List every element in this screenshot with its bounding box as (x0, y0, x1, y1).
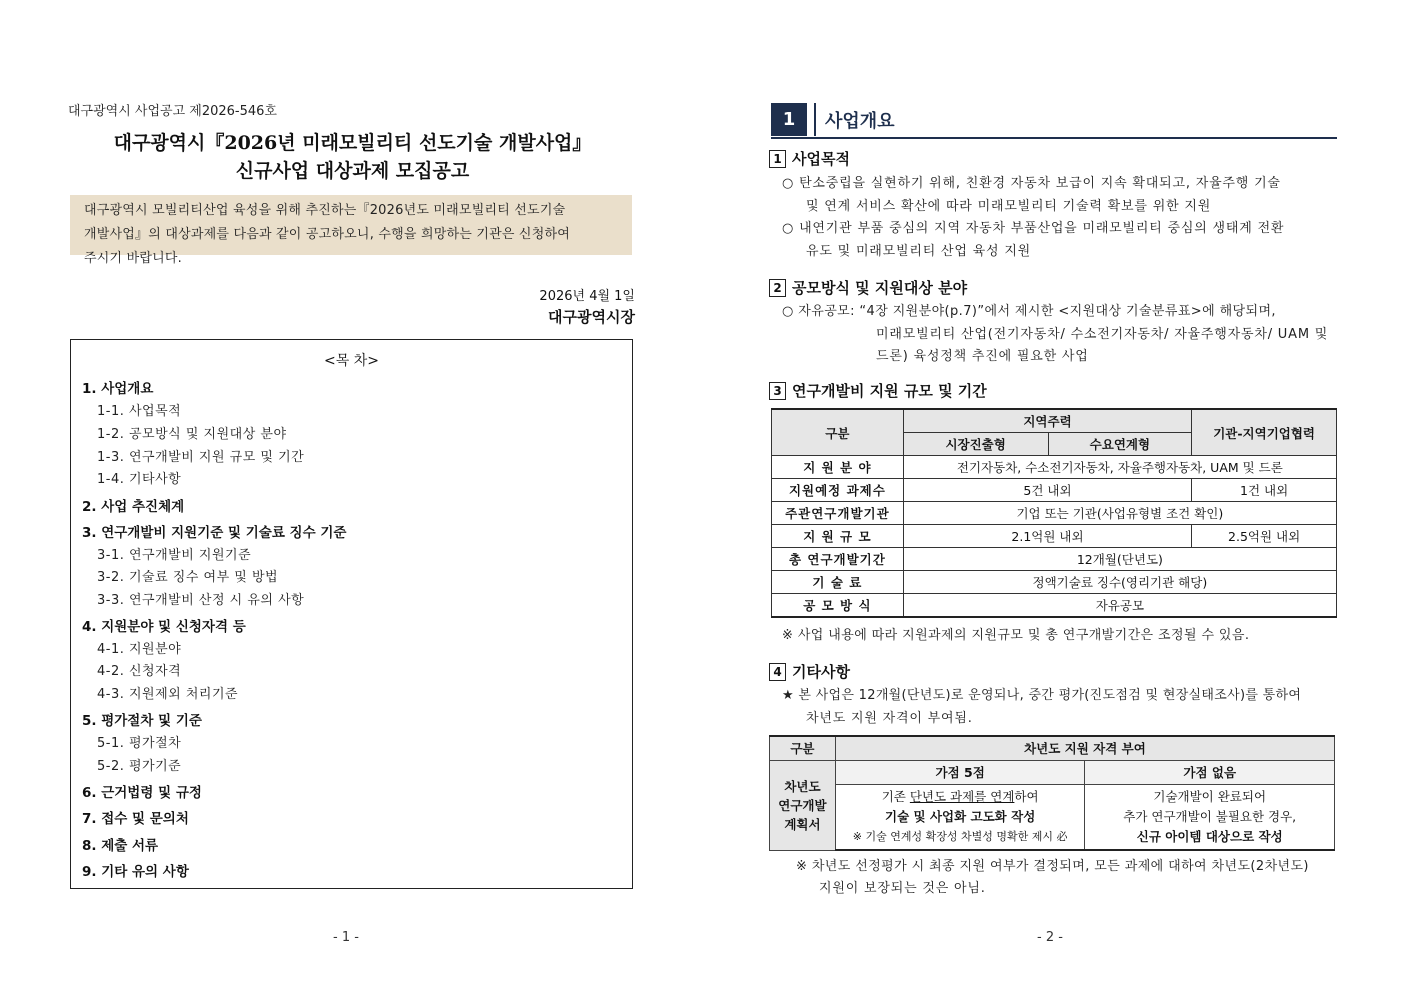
col-head-bonus: 가점 5점 (835, 760, 1085, 784)
row-label-line: 연구개발 (778, 797, 827, 813)
text-fragment: 기존 (881, 788, 910, 804)
toc-item: 9. 기타 유의 사항 (82, 864, 189, 880)
subsection-title: 연구개발비 지원 규모 및 기간 (792, 382, 987, 400)
page-number: - 1 - (333, 930, 359, 945)
row-value: 전기자동차, 수소전기자동차, 자율주행자동차, UAM 및 드론 (903, 456, 1336, 479)
intro-line: 대구광역시 모빌리티산업 육성을 위해 추진하는『2026년도 미래모빌리티 선도기술 (84, 203, 566, 218)
etc-line-1: ★ 본 사업은 12개월(단년도)로 운영되나, 중간 평가(진도점검 및 현장실태조사)를 통하여 (782, 688, 1302, 703)
row-label: 총 연구개발기간 (772, 548, 904, 571)
toc-subitem: 3-1. 연구개발비 지원기준 (97, 548, 252, 563)
notice-number: 대구광역시 사업공고 제2026-546호 (68, 104, 277, 119)
document-title-line1: 대구광역시『2026년 미래모빌리티 선도기술 개발사업』 (113, 132, 592, 154)
budget-table (771, 408, 1337, 618)
purpose-bullet-2-cont: 유도 및 미래모빌리티 산업 육성 지원 (806, 244, 1032, 259)
toc-item: 7. 접수 및 문의처 (82, 811, 189, 827)
table-row (772, 456, 1337, 479)
toc-subitem: 1-3. 연구개발비 지원 규모 및 기간 (97, 450, 305, 465)
subsection-title: 사업목적 (792, 150, 850, 168)
no-bonus-line: 기술개발이 완료되어 (1153, 788, 1267, 804)
subsection-number: 4 (769, 663, 786, 681)
intro-line: 주시기 바랍니다. (84, 251, 182, 266)
no-bonus-line: 신규 아이템 대상으로 작성 (1136, 828, 1283, 844)
method-line-2: 미래모빌리티 산업(전기자동차/ 수소전기자동차/ 자율주행자동차/ UAM 및 (876, 327, 1329, 342)
table-header-coop: 기관-지역기업협력 (1192, 409, 1337, 456)
row-label: 지 원 분 야 (772, 456, 904, 479)
toc-subitem: 3-2. 기술료 징수 여부 및 방법 (97, 570, 279, 585)
subsection-title: 공모방식 및 지원대상 분야 (792, 279, 968, 297)
bonus-line: 기술 및 사업화 고도화 작성 (885, 808, 1036, 824)
table-row (772, 548, 1337, 571)
table-row (772, 525, 1337, 548)
toc-subitem: 1-2. 공모방식 및 지원대상 분야 (97, 427, 287, 442)
notice-signer: 대구광역시장 (548, 308, 635, 326)
table-row (772, 502, 1337, 525)
row-value: 12개월(단년도) (903, 548, 1336, 571)
table-header-regional: 지역주력 (903, 409, 1191, 433)
toc-subitem: 1-1. 사업목적 (97, 404, 182, 419)
intro-line: 개발사업』의 대상과제를 다음과 같이 공고하오니, 수행을 희망하는 기관은 신청하여 (84, 227, 570, 242)
document-title-line2: 신규사업 대상과제 모집공고 (235, 160, 470, 182)
toc-item: 2. 사업 추진체계 (82, 499, 185, 515)
no-bonus-description (1085, 784, 1335, 850)
row-value: 2.5억원 내외 (1192, 525, 1337, 548)
row-label-plan (770, 760, 836, 850)
bonus-description (835, 784, 1085, 850)
toc-item: 4. 지원분야 및 신청자격 등 (82, 619, 246, 635)
col-head-no-bonus: 가점 없음 (1085, 760, 1335, 784)
bonus-note: ※ 기술 연계성 확장성 차별성 명확한 제시 必 (852, 829, 1068, 843)
row-value: 2.1억원 내외 (903, 525, 1191, 548)
no-bonus-line: 추가 연구개발이 불필요한 경우, (1123, 808, 1297, 824)
toc-subitem: 4-2. 신청자격 (97, 664, 182, 679)
section-number-box: 1 (771, 103, 807, 136)
bonus-line (836, 787, 1085, 807)
budget-note: ※ 사업 내용에 따라 지원과제의 지원규모 및 총 연구개발기간은 조정될 수 있음. (782, 628, 1250, 643)
etc-line-2: 차년도 지원 자격이 부여됨. (806, 711, 973, 726)
toc-subitem: 4-3. 지원제외 처리기준 (97, 687, 239, 702)
row-value: 5건 내외 (903, 479, 1191, 502)
purpose-bullet-2: ○ 내연기관 부품 중심의 지역 자동차 부품산업을 미래모빌리티 중심의 생태계 전환 (782, 221, 1285, 236)
underlined-text: 단년도 과제를 연계 (909, 788, 1015, 804)
purpose-bullet-1: ○ 탄소중립을 실현하기 위해, 친환경 자동차 보급이 지속 확대되고, 자율주행 기술 (782, 176, 1281, 191)
table-row (772, 571, 1337, 594)
purpose-bullet-1-cont: 및 연계 서비스 확산에 따라 미래모빌리티 기술력 확보를 위한 지원 (806, 199, 1212, 214)
row-label: 주관연구개발기관 (772, 502, 904, 525)
subsection-heading-budget (769, 380, 987, 401)
section-divider (814, 103, 816, 136)
row-value: 자유공모 (903, 594, 1336, 618)
row-label: 기 술 료 (772, 571, 904, 594)
row-value: 1건 내외 (1192, 479, 1337, 502)
toc-subitem: 5-1. 평가절차 (97, 736, 182, 751)
section-underline (771, 137, 1337, 139)
toc-item: 3. 연구개발비 지원기준 및 기술료 징수 기준 (82, 525, 347, 541)
toc-subitem: 4-1. 지원분야 (97, 642, 182, 657)
toc-item: 1. 사업개요 (82, 381, 154, 397)
table-header-qualification: 차년도 지원 자격 부여 (835, 736, 1334, 760)
toc-item: 6. 근거법령 및 규정 (82, 785, 202, 801)
table-of-contents (70, 339, 633, 889)
row-label: 공 모 방 식 (772, 594, 904, 618)
etc-note-line-1: ※ 차년도 선정평가 시 최종 지원 여부가 결정되며, 모든 과제에 대하여 차년도(2차년도) (796, 859, 1309, 874)
row-label-line: 차년도 (784, 778, 821, 794)
next-year-table (769, 735, 1335, 851)
row-label: 지 원 규 모 (772, 525, 904, 548)
subsection-title: 기타사항 (792, 663, 850, 681)
method-line-3: 드론) 육성정책 추진에 필요한 사업 (876, 349, 1089, 364)
subsection-number: 3 (769, 382, 786, 400)
etc-note-line-2: 지원이 보장되는 것은 아님. (819, 881, 986, 896)
intro-box (70, 195, 632, 266)
table-header-category: 구분 (772, 409, 904, 456)
subsection-number: 2 (769, 279, 786, 297)
page-number: - 2 - (1037, 930, 1063, 945)
section-title: 사업개요 (825, 111, 895, 132)
table-row (772, 594, 1337, 618)
row-label: 지원예정 과제수 (772, 479, 904, 502)
table-row (772, 479, 1337, 502)
toc-title: <목 차> (324, 353, 379, 369)
row-value: 기업 또는 기관(사업유형별 조건 확인) (903, 502, 1336, 525)
table-header-market: 시장진출형 (903, 433, 1048, 456)
table-header-category: 구분 (770, 736, 836, 760)
method-line-1: ○ 자유공모: “4장 지원분야(p.7)”에서 제시한 <지원대상 기술분류표>에 해당되며, (782, 304, 1276, 319)
row-value: 정액기술료 징수(영리기관 해당) (903, 571, 1336, 594)
text-fragment: 하여 (1014, 788, 1039, 804)
notice-date: 2026년 4월 1일 (539, 289, 635, 304)
toc-item: 5. 평가절차 및 기준 (82, 713, 202, 729)
toc-item: 8. 제출 서류 (82, 838, 159, 854)
subsection-heading-method (769, 277, 967, 298)
toc-subitem: 1-4. 기타사항 (97, 472, 182, 487)
row-label-line: 계획서 (784, 816, 821, 832)
toc-subitem: 3-3. 연구개발비 산정 시 유의 사항 (97, 593, 305, 608)
subsection-heading-purpose (769, 148, 850, 169)
subsection-number: 1 (769, 150, 786, 168)
toc-subitem: 5-2. 평가기준 (97, 759, 182, 774)
subsection-heading-etc (769, 661, 850, 682)
table-header-demand: 수요연계형 (1048, 433, 1192, 456)
